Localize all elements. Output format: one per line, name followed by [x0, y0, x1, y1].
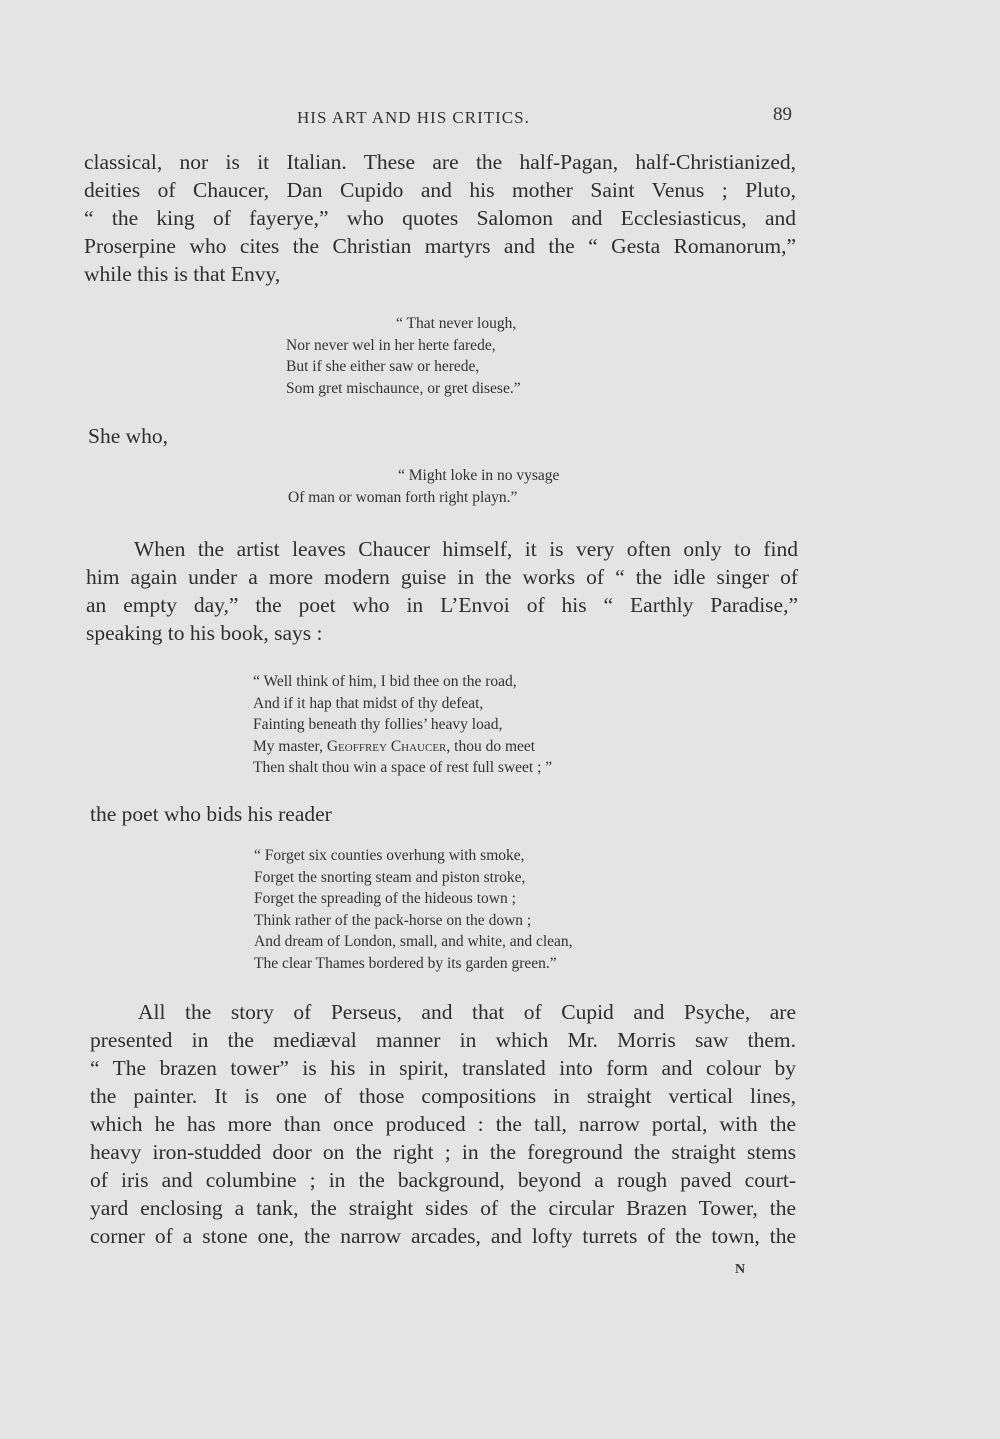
- verse-line: But if she either saw or herede,: [286, 358, 480, 375]
- running-title: HIS ART AND HIS CRITICS.: [297, 108, 530, 127]
- verse-quote-3: [253, 671, 552, 779]
- text-line: speaking to his book, says :: [86, 621, 323, 645]
- text-line: the poet who bids his reader: [90, 802, 332, 826]
- text-line: while this is that Envy,: [84, 262, 281, 286]
- page-number: 89: [773, 104, 792, 125]
- verse-line: Som gret mischaunce, or gret disese.”: [286, 379, 521, 397]
- text-line: yard enclosing a tank, the straight sides of the circular Brazen Tower, the: [90, 1196, 796, 1220]
- text-line: heavy iron-studded door on the right ; in the foreground the straight stems: [90, 1140, 796, 1164]
- text-line: Proserpine who cites the Christian martyrs and the “ Gesta Romanorum,”: [84, 234, 796, 258]
- verse-quote-4: [254, 845, 573, 974]
- verse-quote-1: [286, 313, 521, 399]
- verse-line: “ Might loke in no vysage: [398, 467, 560, 484]
- verse-line: [253, 736, 552, 758]
- text-line: him again under a more modern guise in the works of “ the idle singer of: [86, 565, 798, 589]
- verse-line: Nor never wel in her herte farede,: [286, 336, 496, 354]
- author-name: Geoffrey Chaucer: [326, 737, 447, 755]
- text-line: When the artist leaves Chaucer himself, it is very often only to find: [134, 537, 798, 561]
- text-line: She who,: [88, 424, 169, 448]
- poet-reader-text: [90, 800, 490, 828]
- verse-line: “ Well think of him, I bid thee on the road,: [253, 673, 517, 690]
- verse-text: , thou do meet: [446, 737, 536, 755]
- paragraph-1: [84, 148, 796, 288]
- verse-line: Forget the spreading of the hideous town ;: [254, 890, 516, 907]
- verse-line: The clear Thames bordered by its garden green.”: [254, 954, 557, 972]
- verse-line: “ That never lough,: [396, 315, 517, 332]
- verse-line: Think rather of the pack-horse on the down ;: [254, 911, 532, 929]
- signature-mark: N: [735, 1262, 746, 1277]
- paragraph-3: [90, 998, 796, 1250]
- verse-line: And dream of London, small, and white, and clean,: [254, 933, 573, 950]
- verse-quote-2: [288, 465, 559, 508]
- verse-line: And if it hap that midst of thy defeat,: [253, 694, 484, 712]
- text-line: corner of a stone one, the narrow arcades, and lofty turrets of the town, the: [90, 1224, 796, 1248]
- she-who-text: [88, 422, 388, 450]
- text-line: an empty day,” the poet who in L’Envoi of his “ Earthly Paradise,”: [86, 593, 798, 617]
- text-line: “ The brazen tower” is his in spirit, translated into form and colour by: [90, 1056, 796, 1080]
- verse-line: “ Forget six counties overhung with smoke,: [254, 847, 525, 864]
- text-line: presented in the mediæval manner in which Mr. Morris saw them.: [90, 1028, 796, 1052]
- verse-text: My master,: [253, 737, 327, 755]
- text-line: of iris and columbine ; in the background, beyond a rough paved court-: [90, 1168, 796, 1192]
- text-line: classical, nor is it Italian. These are the half-Pagan, half-Christianized,: [84, 150, 796, 174]
- verse-line: Of man or woman forth right playn.”: [288, 488, 518, 506]
- text-line: deities of Chaucer, Dan Cupido and his mother Saint Venus ; Pluto,: [84, 178, 796, 202]
- verse-line: Forget the snorting steam and piston stroke,: [254, 868, 526, 886]
- paragraph-2: [86, 535, 798, 647]
- text-line: All the story of Perseus, and that of Cupid and Psyche, are: [138, 1000, 796, 1024]
- text-line: “ the king of fayerye,” who quotes Salomon and Ecclesiasticus, and: [84, 206, 796, 230]
- verse-line: Then shalt thou win a space of rest full sweet ; ”: [253, 759, 553, 776]
- verse-line: Fainting beneath thy follies’ heavy load,: [253, 716, 503, 733]
- text-line: the painter. It is one of those compositions in straight vertical lines,: [90, 1084, 796, 1108]
- text-line: which he has more than once produced : the tall, narrow portal, with the: [90, 1112, 796, 1136]
